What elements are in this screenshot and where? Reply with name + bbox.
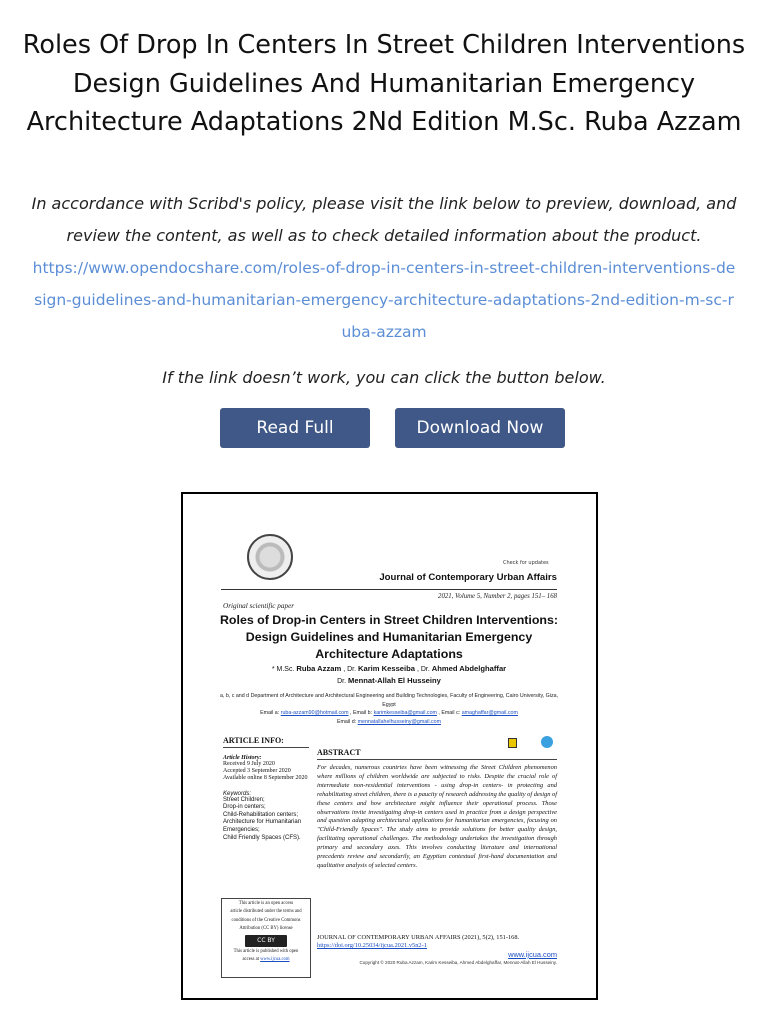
check-updates-badge: Check for updates <box>503 560 549 566</box>
email-label: , Email c: <box>438 710 461 717</box>
keyword: Street Children; <box>223 796 265 803</box>
scribd-notice: In accordance with Scribd's policy, please visit the link below to preview, download, and review the content, as well as to check detailed information about the product. <box>31 194 737 245</box>
document-preview <box>181 492 598 1000</box>
article-info <box>223 736 309 842</box>
doi-link[interactable]: https://doi.org/10.25034/ijcua.2021.v5n2-1 <box>317 942 427 950</box>
read-full-button[interactable]: Read Full <box>220 408 370 448</box>
oa-line: access at <box>242 957 259 963</box>
open-access-box <box>221 898 311 978</box>
paper-type: Original scientific paper <box>223 602 295 610</box>
paper-title: Roles of Drop-in Centers in Street Children Interventions: Design Guidelines and Humanitarian Emergency Architecture Adaptations <box>219 613 559 661</box>
history-line: Received 9 July 2020 <box>223 761 275 767</box>
citation: 2021, Volume 5, Number 2, pages 151– 168 <box>438 593 557 600</box>
email-label: Email d: <box>336 718 357 725</box>
affiliation-block <box>219 692 559 726</box>
oa-line: conditions of the Creative Commons <box>231 917 301 923</box>
journal-name: Journal of Contemporary Urban Affairs <box>379 572 557 583</box>
history-line: Accepted 3 September 2020 <box>223 768 291 775</box>
oa-line: This article is published with open <box>233 948 299 954</box>
oa-line: This article is an open access <box>238 901 294 906</box>
abstract-text: For decades, numerous countries have been witnessing the Street Children phenomenon where millions of children worldwide are subjected to risks. Despite the crucial role of intermediate non-residential interventions - using drop-in centers- in protecting and rehabilitating street children, there is a paucity of research addressing the quality of design of these centers and how architecture might influence their operational process. Those observations invite investigating drop-in centers used in practice from a design perspective and question adapting architectural applications for humanitarian emergencies, focusing on "Child-Friendly Spaces". The study aims to provide solutions for better quality design, facilitating operational challenges. The methodology undertakes the investigation through primary and secondary axes. This involves conducting literature and international precedents review and secondarily, an Egyptian contextual first-hand documentation and qualitative analysis of selected centers. <box>317 764 557 869</box>
author-prefix: Dr. <box>337 678 347 685</box>
divider <box>221 589 557 590</box>
affiliation: a, b, c and d Department of Architecture and Architectural Engineering and Building Technologies, Faculty of Engineering, Cairo University, Giza, Egypt <box>219 693 559 708</box>
journal-site-link[interactable]: www.ijcua.com <box>508 950 557 959</box>
email-label: , Email b: <box>350 710 373 717</box>
copyright: Copyright © 2020 Ruba Azzam, Karim Kesseiba, Ahmed Abdelghaffar, Mennat-Allah El Husseiny. <box>359 960 557 965</box>
history-heading: Article History: <box>223 755 262 761</box>
keyword: Child Friendly Spaces (CFS). <box>223 834 301 841</box>
email-link[interactable]: mennatallahelhusseiny@gmail.com <box>357 718 442 725</box>
history-line: Available online 8 September 2020 <box>223 775 308 782</box>
product-link[interactable]: https://www.opendocshare.com/roles-of-drop-in-centers-in-street-children-interventions-design-guidelines-and-humanitarian-emergency-architecture-adaptations-2nd-edition-m-sc-ruba-azzam <box>32 259 736 341</box>
author-name: Mennat-Allah El Husseiny <box>348 676 441 685</box>
email-label: Email a: <box>260 710 280 717</box>
reference <box>317 934 557 951</box>
abstract-heading: ABSTRACT <box>317 748 557 760</box>
author-name: Ahmed Abdelghaffar <box>431 664 507 673</box>
fallback-text: If the link doesn’t work, you can click the button below. <box>162 368 606 387</box>
journal-seal-icon <box>247 534 293 580</box>
authors <box>219 663 559 687</box>
oa-line: Attribution (CC BY) license <box>239 926 293 932</box>
oa-line: article distributed under the terms and <box>230 909 302 915</box>
author-name: Karim Kesseiba <box>358 664 415 673</box>
open-access-lock-icon <box>508 738 517 748</box>
email-link[interactable]: ruba-azzam90@hotmail.com <box>280 710 349 717</box>
keyword: Drop-in centers; <box>223 804 266 811</box>
author-prefix: * M.Sc. <box>271 666 295 673</box>
email-link[interactable]: amaghaffar@gmail.com <box>461 710 518 717</box>
keywords-heading: Keywords: <box>223 790 252 797</box>
cc-license-icon: CC BY <box>245 935 287 947</box>
reference-line: JOURNAL OF CONTEMPORARY URBAN AFFAIRS (2021), 5(2), 151-168. <box>317 934 520 941</box>
download-now-button[interactable]: Download Now <box>395 408 565 448</box>
keyword: Child-Rehabilitation centers; <box>223 811 299 818</box>
keyword: Architecture for Humanitarian Emergencies; <box>223 819 302 833</box>
author-prefix: , Dr. <box>416 666 430 673</box>
abstract-section <box>317 736 557 871</box>
author-prefix: , Dr. <box>343 666 357 673</box>
crossmark-icon[interactable] <box>541 736 553 748</box>
author-name: Ruba Azzam <box>296 664 342 673</box>
oa-site-link[interactable]: www.ijcua.com <box>260 957 290 963</box>
email-link[interactable]: karimkesseiba@gmail.com <box>373 710 437 717</box>
page-title: Roles Of Drop In Centers In Street Children Interventions Design Guidelines And Humanitarian Emergency Architecture Adaptations 2Nd Edition M.Sc. Ruba Azzam <box>22 30 746 137</box>
article-info-heading: ARTICLE INFO: <box>223 736 309 748</box>
